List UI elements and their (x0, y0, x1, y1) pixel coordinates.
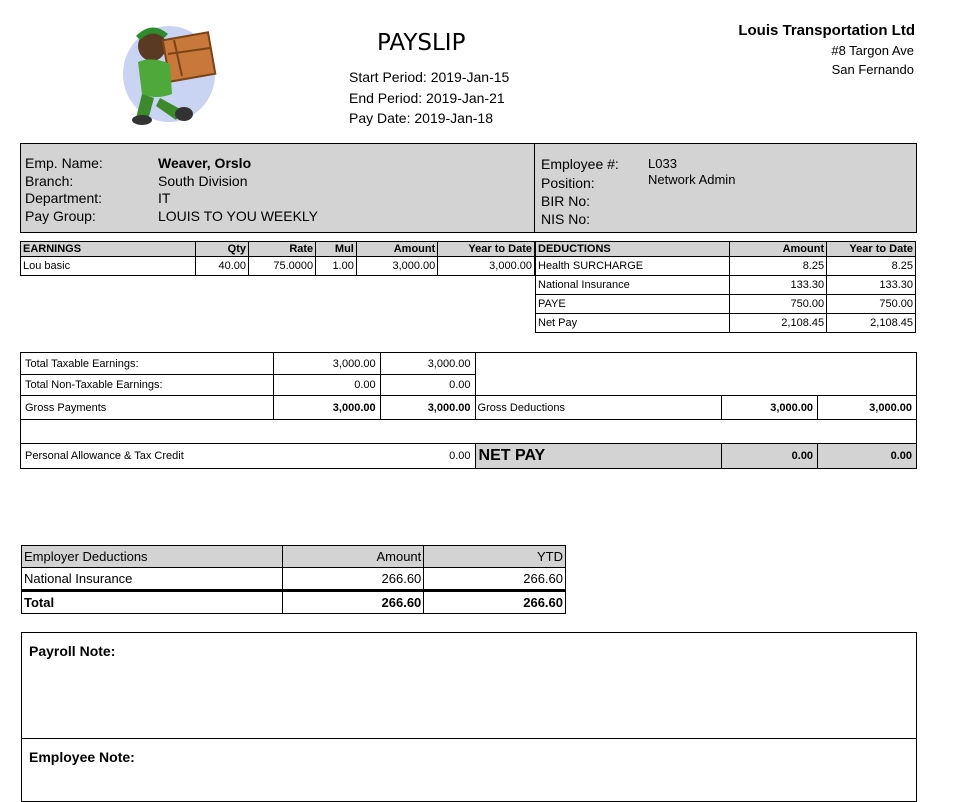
table-row (22, 568, 566, 591)
deduction-ytd: 2,108.45 (827, 314, 916, 333)
notes-box (21, 632, 917, 802)
pay-group-value: LOUIS TO YOU WEEKLY (158, 208, 319, 224)
ded-ytd-header: Year to Date (827, 242, 916, 257)
gross-payments-ytd: 3,000.00 (380, 396, 475, 420)
table-row (21, 257, 535, 276)
net-pay-ytd: 0.00 (818, 444, 917, 469)
gross-deductions-ytd: 3,000.00 (818, 396, 917, 420)
department-value: IT (158, 190, 171, 206)
taxable-label: Total Taxable Earnings: (21, 353, 274, 375)
ded-amount-header: Amount (730, 242, 827, 257)
net-pay-amount: 0.00 (722, 444, 818, 469)
nis-label: NIS No: (541, 211, 591, 227)
position-label: Position: (541, 175, 595, 191)
employee-note-label: Employee Note: (29, 749, 135, 765)
earning-mul: 1.00 (316, 257, 357, 276)
branch-value: South Division (158, 173, 248, 189)
deduction-label: National Insurance (536, 276, 730, 295)
deduction-amount: 133.30 (730, 276, 827, 295)
table-row (22, 591, 566, 614)
allowance-value: 0.00 (380, 444, 475, 469)
employee-id-label: Employee #: (541, 156, 619, 172)
earning-qty: 40.00 (196, 257, 249, 276)
notes-divider (21, 738, 917, 739)
deduction-amount: 8.25 (730, 257, 827, 276)
company-address-1: #8 Targon Ave (831, 43, 914, 58)
doc-title: PAYSLIP (377, 30, 466, 56)
deduction-label: Net Pay (536, 314, 730, 333)
earning-ytd: 3,000.00 (438, 257, 535, 276)
department-label: Department: (25, 190, 103, 206)
allowance-label: Personal Allowance & Tax Credit (21, 444, 381, 469)
gross-payments-label: Gross Payments (21, 396, 274, 420)
deduction-amount: 750.00 (730, 295, 827, 314)
deduction-ytd: 750.00 (827, 295, 916, 314)
employee-info-box (20, 143, 917, 233)
taxable-ytd: 3,000.00 (380, 353, 475, 375)
earning-label: Lou basic (21, 257, 196, 276)
table-row (536, 295, 916, 314)
position-value: Network Admin (648, 172, 736, 187)
employer-deductions-table (21, 545, 566, 614)
nontaxable-ytd: 0.00 (380, 375, 475, 396)
employer-deduction-ytd: 266.60 (424, 568, 566, 591)
nontaxable-label: Total Non-Taxable Earnings: (21, 375, 274, 396)
deduction-label: Health SURCHARGE (536, 257, 730, 276)
earnings-table (20, 241, 535, 276)
mover-logo (112, 14, 227, 129)
earning-amount: 3,000.00 (356, 257, 437, 276)
company-address-2: San Fernando (831, 62, 914, 77)
company-name: Louis Transportation Ltd (738, 22, 915, 39)
table-row (536, 257, 916, 276)
employer-deduction-amount: 266.60 (282, 568, 424, 591)
table-row (536, 314, 916, 333)
payroll-note-label: Payroll Note: (29, 643, 116, 659)
end-period: End Period: 2019-Jan-21 (349, 90, 505, 106)
employer-amount-header: Amount (282, 546, 424, 568)
emp-name-value: Weaver, Orslo (158, 155, 252, 171)
deduction-amount: 2,108.45 (730, 314, 827, 333)
nontaxable-amount: 0.00 (273, 375, 380, 396)
bir-label: BIR No: (541, 193, 591, 209)
employee-id-value: L033 (648, 156, 677, 171)
gross-deductions-amount: 3,000.00 (722, 396, 818, 420)
branch-label: Branch: (25, 173, 74, 189)
ytd-header: Year to Date (438, 242, 535, 257)
mul-header: Mul (316, 242, 357, 257)
deductions-header: DEDUCTIONS (536, 242, 730, 257)
employer-total-amount: 266.60 (282, 591, 424, 614)
emp-name-label: Emp. Name: (25, 155, 103, 171)
employer-ytd-header: YTD (424, 546, 566, 568)
employer-total-label: Total (22, 591, 283, 614)
amount-header: Amount (356, 242, 437, 257)
table-row (536, 276, 916, 295)
deduction-ytd: 8.25 (827, 257, 916, 276)
employer-deductions-header: Employer Deductions (22, 546, 283, 568)
earnings-header: EARNINGS (21, 242, 196, 257)
summary-table (20, 352, 917, 469)
pay-group-label: Pay Group: (25, 208, 96, 224)
deduction-ytd: 133.30 (827, 276, 916, 295)
net-pay-label: NET PAY (475, 444, 722, 469)
employer-total-ytd: 266.60 (424, 591, 566, 614)
employee-info-divider (534, 143, 535, 233)
qty-header: Qty (196, 242, 249, 257)
deductions-table (535, 241, 916, 333)
gross-payments-amount: 3,000.00 (273, 396, 380, 420)
start-period: Start Period: 2019-Jan-15 (349, 69, 510, 85)
pay-date: Pay Date: 2019-Jan-18 (349, 110, 493, 126)
gross-deductions-label: Gross Deductions (475, 396, 722, 420)
employer-deduction-label: National Insurance (22, 568, 283, 591)
earning-rate: 75.0000 (248, 257, 315, 276)
rate-header: Rate (248, 242, 315, 257)
taxable-amount: 3,000.00 (273, 353, 380, 375)
deduction-label: PAYE (536, 295, 730, 314)
